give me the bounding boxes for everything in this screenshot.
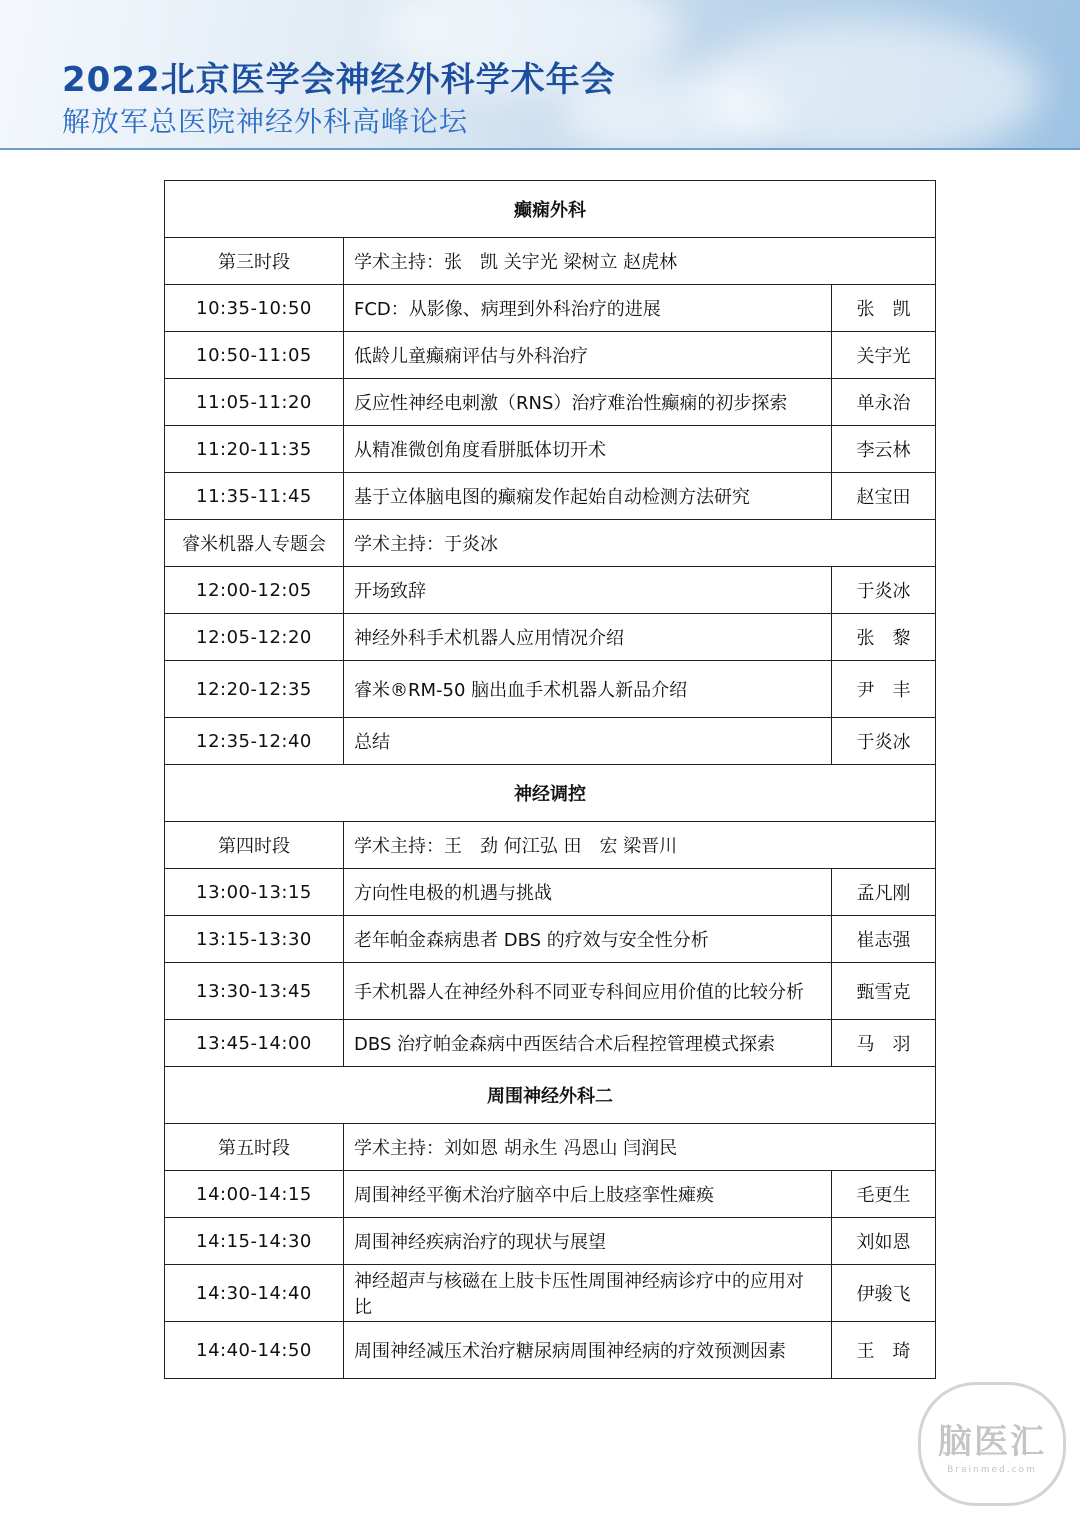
talk-time: 12:20-12:35: [165, 661, 344, 718]
table-row: [165, 718, 936, 765]
talk-topic: 手术机器人在神经外科不同亚专科间应用价值的比较分析: [344, 963, 832, 1020]
talk-time: 13:15-13:30: [165, 916, 344, 963]
talk-speaker: 于炎冰: [832, 718, 936, 765]
talk-speaker: 李云林: [832, 426, 936, 473]
session-hosts: 学术主持：刘如恩 胡永生 冯恩山 闫润民: [344, 1124, 936, 1171]
talk-speaker: 孟凡刚: [832, 869, 936, 916]
table-row: [165, 567, 936, 614]
talk-speaker: 赵宝田: [832, 473, 936, 520]
talk-speaker: 毛更生: [832, 1171, 936, 1218]
brand-watermark: [918, 1382, 1066, 1506]
talk-topic: 周围神经减压术治疗糖尿病周围神经病的疗效预测因素: [344, 1322, 832, 1379]
talk-time: 11:35-11:45: [165, 473, 344, 520]
watermark-logo-text: 脑医汇: [938, 1421, 1046, 1462]
talk-time: 14:15-14:30: [165, 1218, 344, 1265]
talk-topic: 总结: [344, 718, 832, 765]
banner-divider: [0, 148, 1080, 150]
talk-topic: 神经超声与核磁在上肢卡压性周围神经病诊疗中的应用对比: [344, 1265, 832, 1322]
session-slot: 第四时段: [165, 822, 344, 869]
talk-speaker: 张 凯: [832, 285, 936, 332]
talk-topic: 睿米®RM-50 脑出血手术机器人新品介绍: [344, 661, 832, 718]
talk-topic: DBS 治疗帕金森病中西医结合术后程控管理模式探索: [344, 1020, 832, 1067]
conference-subtitle: 解放军总医院神经外科高峰论坛: [62, 105, 469, 138]
talk-time: 14:00-14:15: [165, 1171, 344, 1218]
session-slot: 第三时段: [165, 238, 344, 285]
talk-topic: 神经外科手术机器人应用情况介绍: [344, 614, 832, 661]
table-row: [165, 661, 936, 718]
watermark-url: Brainmed.com: [947, 1464, 1037, 1475]
talk-speaker: 张 黎: [832, 614, 936, 661]
talk-topic: 老年帕金森病患者 DBS 的疗效与安全性分析: [344, 916, 832, 963]
session-slot: 第五时段: [165, 1124, 344, 1171]
talk-time: 11:20-11:35: [165, 426, 344, 473]
table-row: [165, 1265, 936, 1322]
table-row: [165, 1020, 936, 1067]
session-hosts: 学术主持：张 凯 关宇光 梁树立 赵虎林: [344, 238, 936, 285]
talk-speaker: 单永治: [832, 379, 936, 426]
talk-time: 13:45-14:00: [165, 1020, 344, 1067]
table-row: [165, 379, 936, 426]
section-header: 周围神经外科二: [165, 1067, 936, 1124]
talk-topic: 从精准微创角度看胼胝体切开术: [344, 426, 832, 473]
table-row: [165, 1322, 936, 1379]
talk-time: 14:40-14:50: [165, 1322, 344, 1379]
header-banner: [0, 0, 1080, 150]
talk-topic: 反应性神经电刺激（RNS）治疗难治性癫痫的初步探索: [344, 379, 832, 426]
table-row: [165, 614, 936, 661]
talk-time: 12:35-12:40: [165, 718, 344, 765]
talk-topic: 低龄儿童癫痫评估与外科治疗: [344, 332, 832, 379]
table-row: [165, 1171, 936, 1218]
table-row: [165, 963, 936, 1020]
talk-time: 14:30-14:40: [165, 1265, 344, 1322]
talk-time: 13:00-13:15: [165, 869, 344, 916]
talk-time: 12:00-12:05: [165, 567, 344, 614]
talk-topic: 开场致辞: [344, 567, 832, 614]
talk-time: 11:05-11:20: [165, 379, 344, 426]
talk-speaker: 尹 丰: [832, 661, 936, 718]
talk-topic: 周围神经疾病治疗的现状与展望: [344, 1218, 832, 1265]
conference-title: 2022北京医学会神经外科学术年会: [62, 60, 616, 100]
table-row: [165, 332, 936, 379]
talk-topic: 方向性电极的机遇与挑战: [344, 869, 832, 916]
section-header: 癫痫外科: [165, 181, 936, 238]
talk-time: 13:30-13:45: [165, 963, 344, 1020]
talk-speaker: 甄雪克: [832, 963, 936, 1020]
schedule-table: [164, 180, 936, 1379]
table-row: [165, 473, 936, 520]
session-hosts: 学术主持：王 劲 何江弘 田 宏 梁晋川: [344, 822, 936, 869]
table-row: [165, 869, 936, 916]
table-row: [165, 285, 936, 332]
session-hosts: 学术主持：于炎冰: [344, 520, 936, 567]
talk-speaker: 关宇光: [832, 332, 936, 379]
table-row: [165, 916, 936, 963]
talk-topic: 周围神经平衡术治疗脑卒中后上肢痉挛性瘫痪: [344, 1171, 832, 1218]
section-header: 神经调控: [165, 765, 936, 822]
talk-time: 12:05-12:20: [165, 614, 344, 661]
talk-speaker: 崔志强: [832, 916, 936, 963]
talk-speaker: 刘如恩: [832, 1218, 936, 1265]
talk-topic: FCD：从影像、病理到外科治疗的进展: [344, 285, 832, 332]
table-row: [165, 1218, 936, 1265]
session-slot: 睿米机器人专题会: [165, 520, 344, 567]
talk-time: 10:35-10:50: [165, 285, 344, 332]
talk-time: 10:50-11:05: [165, 332, 344, 379]
talk-speaker: 于炎冰: [832, 567, 936, 614]
talk-speaker: 伊骏飞: [832, 1265, 936, 1322]
talk-speaker: 马 羽: [832, 1020, 936, 1067]
talk-speaker: 王 琦: [832, 1322, 936, 1379]
talk-topic: 基于立体脑电图的癫痫发作起始自动检测方法研究: [344, 473, 832, 520]
table-row: [165, 426, 936, 473]
